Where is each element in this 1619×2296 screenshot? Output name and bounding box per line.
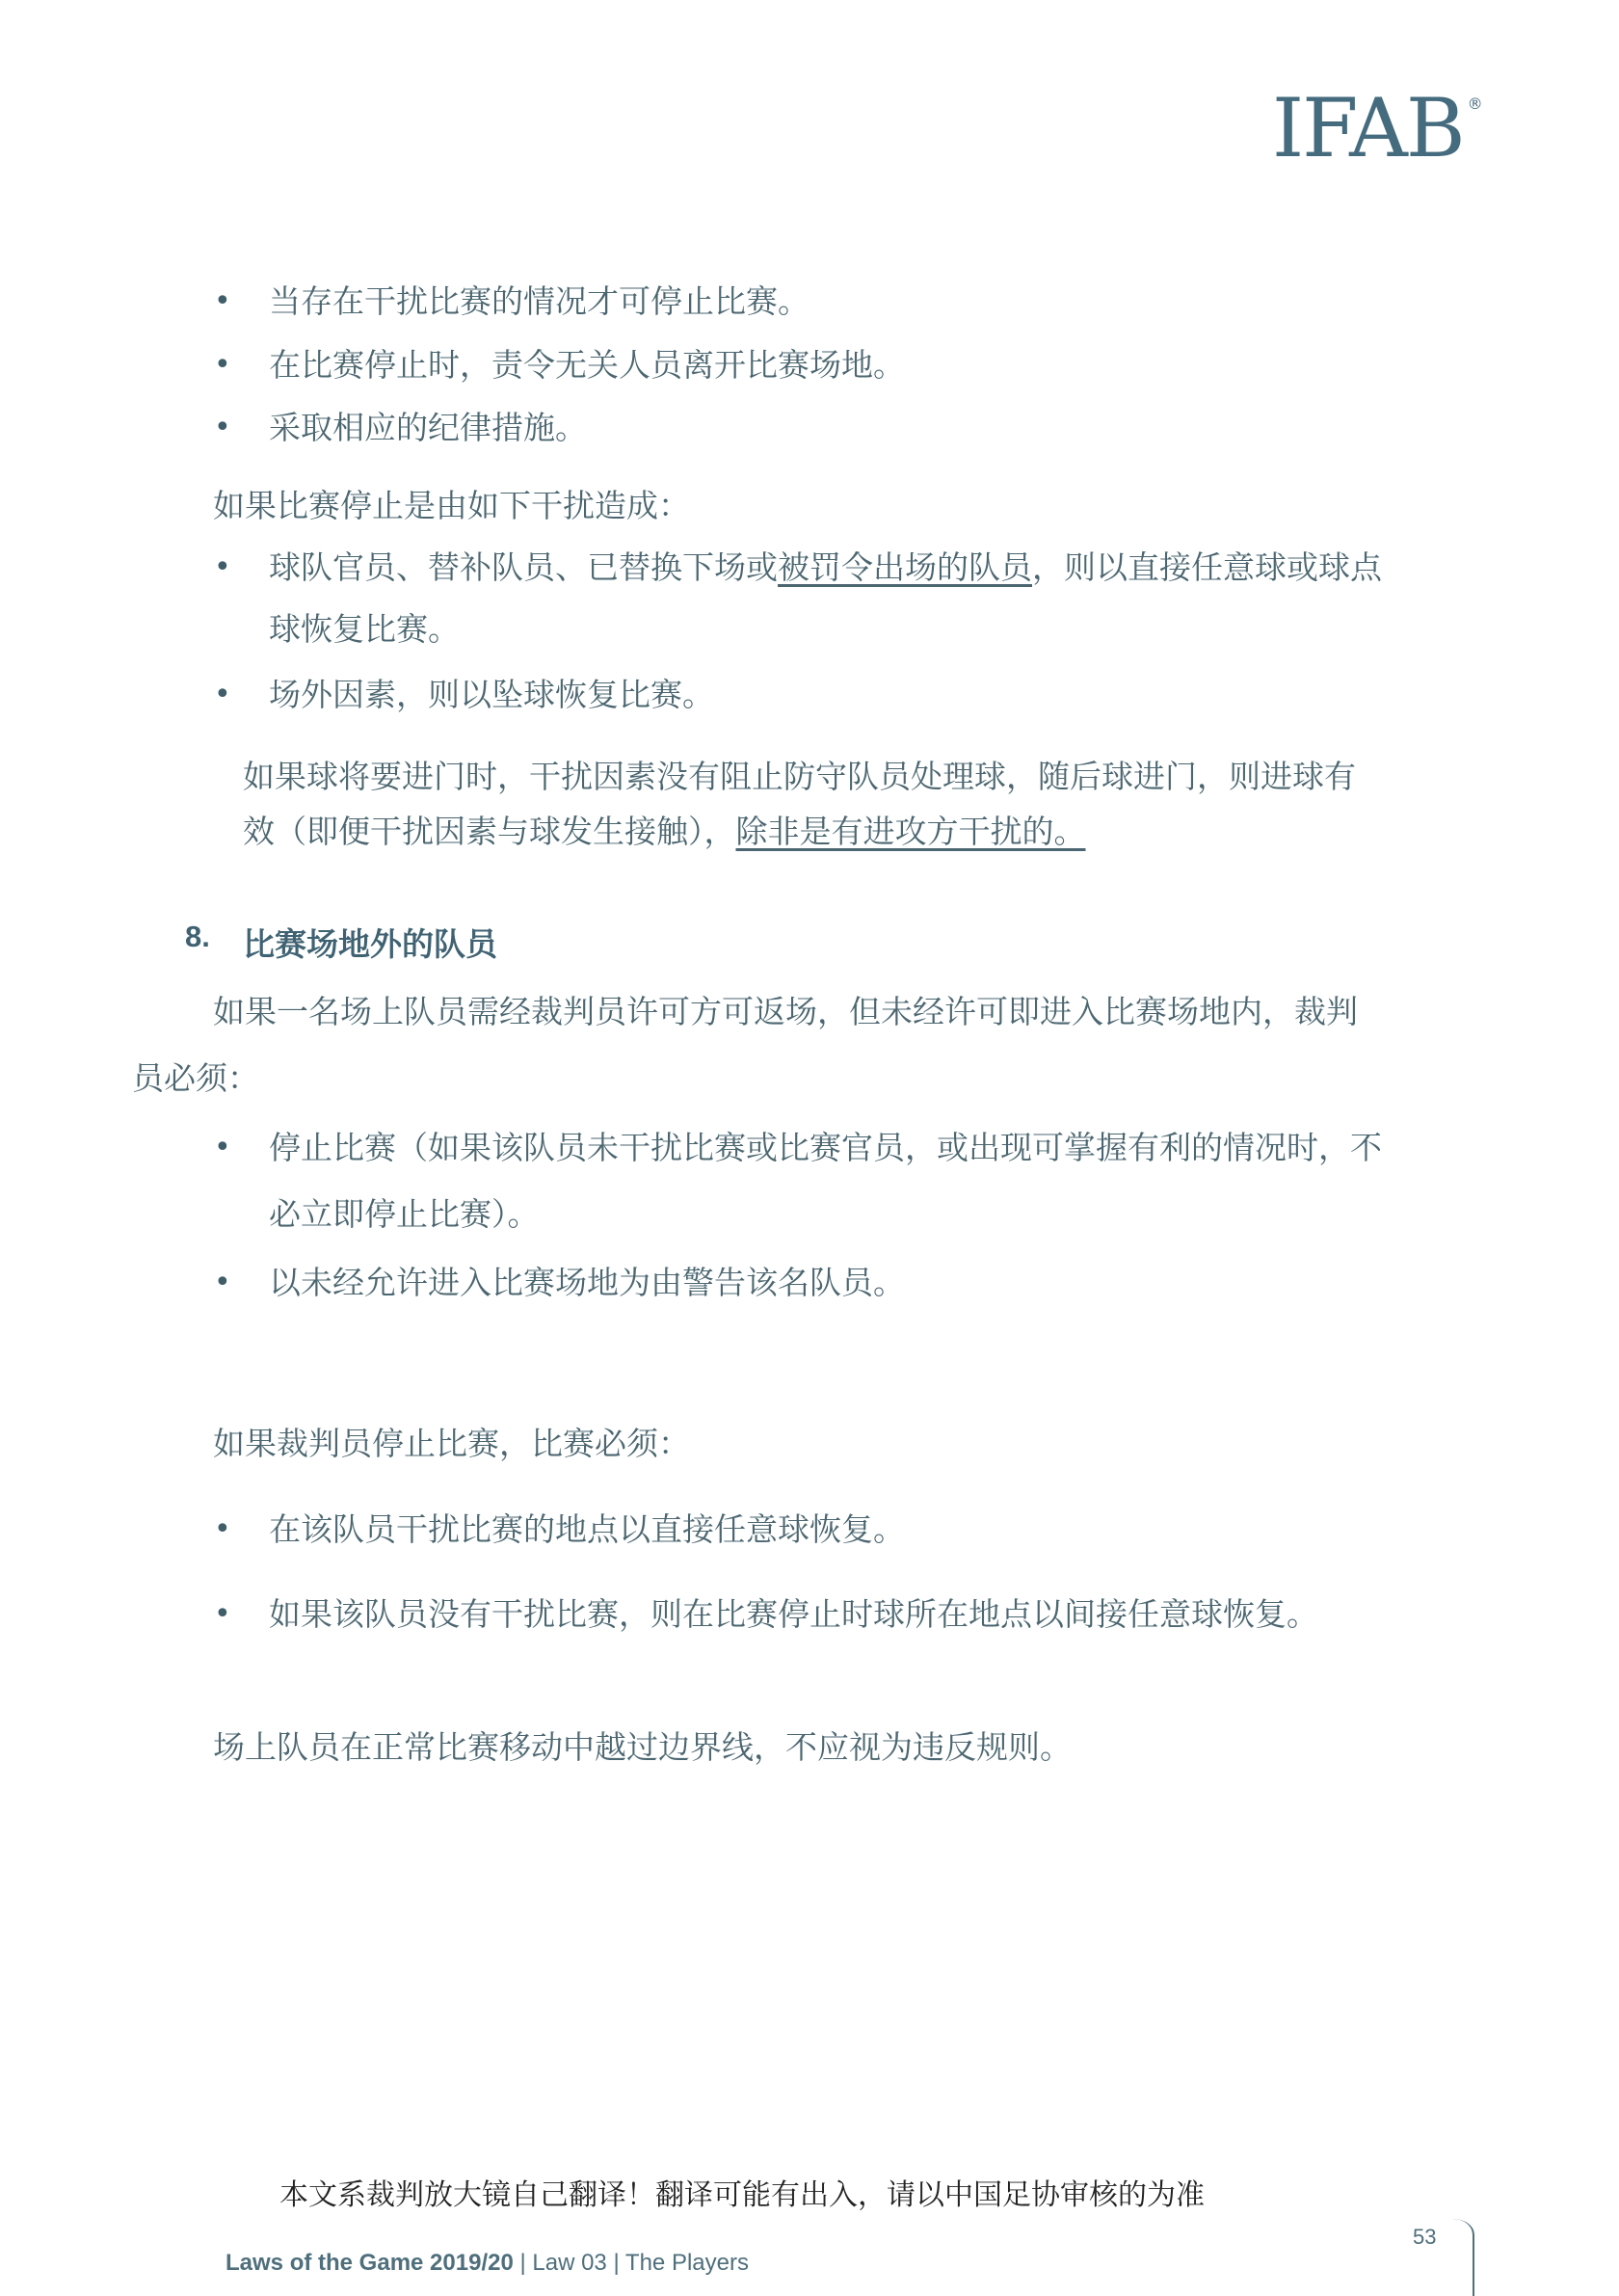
text: ，则以直接任意球或球点	[1032, 548, 1382, 586]
footer-law: Law 03	[532, 2250, 607, 2276]
paragraph: 如果一名场上队员需经裁判员许可方可返场，但未经许可即进入比赛场地内，裁判	[213, 993, 1358, 1030]
list-item: 场外因素，则以坠球恢复比赛。	[269, 676, 714, 713]
list-item: 停止比赛（如果该队员未干扰比赛或比赛官员，或出现可掌握有利的情况时，不	[269, 1129, 1382, 1166]
sent-off-player-link[interactable]: 被罚令出场的队员	[778, 548, 1032, 586]
bullet-icon: •	[214, 1597, 231, 1631]
paragraph: 员必须：	[132, 1059, 259, 1097]
list-item	[269, 548, 1382, 587]
attacking-interference-link[interactable]: 除非是有进攻方干扰的。	[735, 813, 1086, 850]
logo-text: IFAB	[1272, 81, 1464, 175]
text: 球队官员、替补队员、已替换下场或	[269, 548, 778, 586]
bullet-icon: •	[214, 678, 231, 711]
bullet-icon: •	[214, 284, 231, 318]
translator-note: 本文系裁判放大镜自己翻译！翻译可能有出入，请以中国足协审核的为准	[279, 2178, 1205, 2212]
list-item: 在比赛停止时，责令无关人员离开比赛场地。	[269, 346, 905, 384]
paragraph: 场上队员在正常比赛移动中越过边界线，不应视为违反规则。	[213, 1728, 1072, 1766]
page-curve-decoration	[1453, 2219, 1474, 2296]
registered-mark: ®	[1467, 94, 1483, 113]
note-paragraph-line	[243, 813, 1086, 851]
list-item-continued: 必立即停止比赛）。	[269, 1195, 540, 1233]
paragraph: 如果裁判员停止比赛，比赛必须：	[213, 1425, 690, 1462]
note-paragraph-line: 如果球将要进门时，干扰因素没有阻止防守队员处理球，随后球进门，则进球有	[243, 758, 1356, 795]
paragraph: 如果比赛停止是由如下干扰造成：	[213, 487, 690, 524]
section-number: 8.	[185, 920, 210, 953]
bullet-icon: •	[214, 348, 231, 382]
text: 效（即便干扰因素与球发生接触），	[243, 813, 736, 850]
list-item: 当存在干扰比赛的情况才可停止比赛。	[269, 282, 810, 320]
section-heading: 比赛场地外的队员	[243, 925, 497, 963]
bullet-icon: •	[214, 1266, 231, 1299]
footer-chapter: The Players	[624, 2250, 749, 2276]
bullet-icon: •	[214, 550, 231, 584]
page-number: 53	[1413, 2225, 1437, 2249]
footer	[226, 2250, 749, 2277]
list-item-continued: 球恢复比赛。	[269, 610, 460, 648]
bullet-icon: •	[214, 1512, 231, 1546]
ifab-logo	[1272, 81, 1483, 175]
separator: |	[606, 2250, 625, 2276]
list-item: 如果该队员没有干扰比赛，则在比赛停止时球所在地点以间接任意球恢复。	[269, 1595, 1318, 1633]
list-item: 在该队员干扰比赛的地点以直接任意球恢复。	[269, 1510, 905, 1548]
list-item: 以未经允许进入比赛场地为由警告该名队员。	[269, 1264, 905, 1301]
footer-title: Laws of the Game 2019/20	[226, 2250, 514, 2276]
bullet-icon: •	[214, 1131, 231, 1164]
separator: |	[513, 2250, 533, 2276]
bullet-icon: •	[214, 411, 231, 444]
list-item: 采取相应的纪律措施。	[269, 409, 587, 446]
